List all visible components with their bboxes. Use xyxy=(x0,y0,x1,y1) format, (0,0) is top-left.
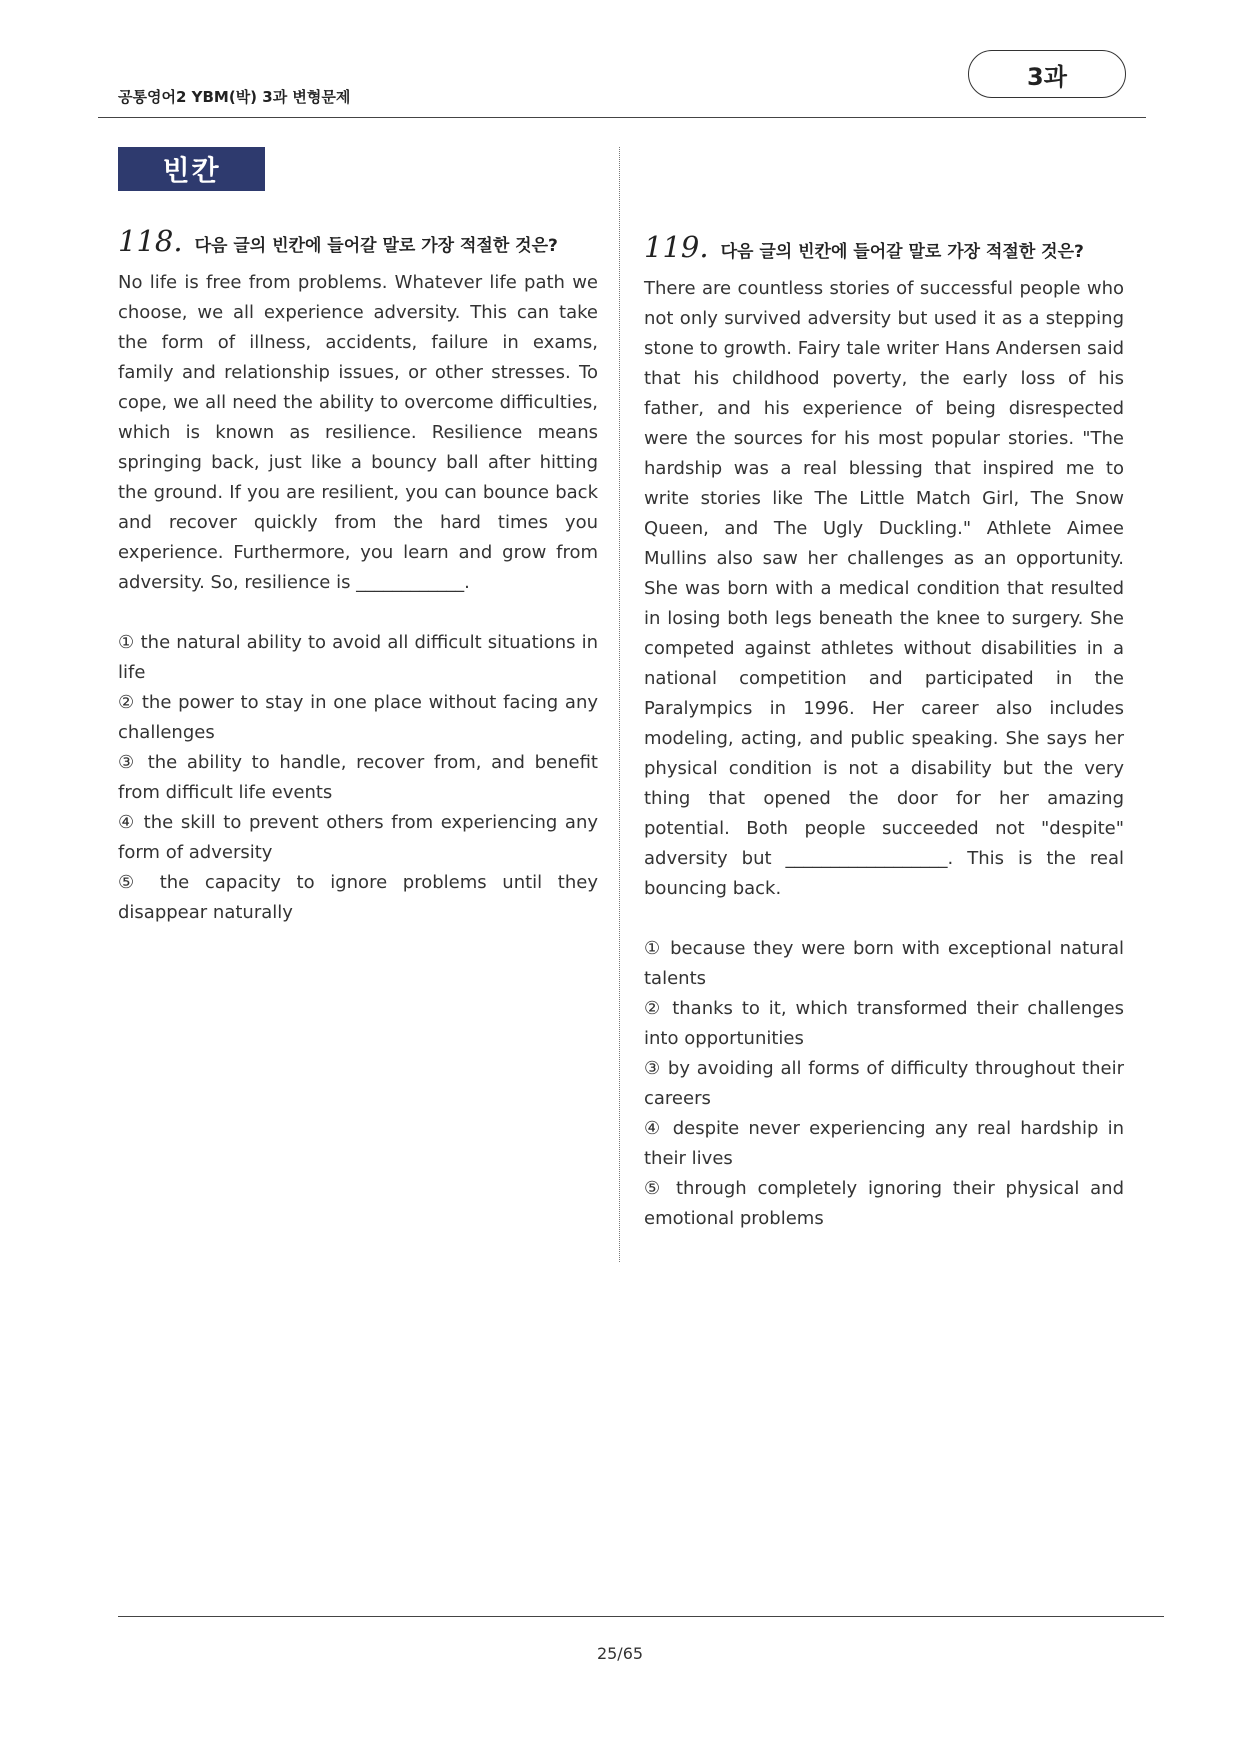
answer-options xyxy=(644,934,1124,1234)
answer-option-3[interactable]: ③ the ability to handle, recover from, and benefit from difficult life events xyxy=(118,752,598,803)
question-header xyxy=(118,224,598,258)
column-divider xyxy=(619,147,620,1262)
question-118 xyxy=(118,224,598,928)
page-number: 25/65 xyxy=(596,1644,644,1663)
question-prompt: 다음 글의 빈칸에 들어갈 말로 가장 적절한 것은? xyxy=(194,236,558,256)
header-divider xyxy=(98,117,1146,118)
passage-text-end: . This is the real bouncing back. xyxy=(644,848,1124,899)
passage-text-end: . xyxy=(464,572,470,593)
answer-blank: __________________ xyxy=(785,848,948,869)
answer-option-4[interactable]: ④ the skill to prevent others from experiencing any form of adversity xyxy=(118,812,598,863)
passage-text: No life is free from problems. Whatever life path we choose, we all experience adversity. This can take the form of illness, accidents, failure in exams, family and relationship issues, or other stresses. To cope, we all need the ability to overcome difficulties, which is known as resilience. Resilience means springing back, just like a bouncy ball after hitting the ground. If you are resilient, you can bounce back and recover quickly from the hard times you experience. Furthermore, you learn and grow from adversity. So, resilience is xyxy=(118,272,598,593)
header-title: 공통영어2 YBM(박) 3과 변형문제 xyxy=(118,88,351,106)
answer-option-1[interactable]: ① because they were born with exceptional natural talents xyxy=(644,938,1124,989)
question-number: 118. xyxy=(118,224,183,258)
answer-option-5[interactable]: ⑤ through completely ignoring their physical and emotional problems xyxy=(644,1178,1124,1229)
answer-option-2[interactable]: ② the power to stay in one place without facing any challenges xyxy=(118,692,598,743)
question-number: 119. xyxy=(644,230,709,264)
passage xyxy=(644,274,1124,904)
question-119 xyxy=(644,230,1124,1234)
question-prompt: 다음 글의 빈칸에 들어갈 말로 가장 적절한 것은? xyxy=(720,242,1084,262)
answer-option-5[interactable]: ⑤ the capacity to ignore problems until they disappear naturally xyxy=(118,872,598,923)
passage xyxy=(118,268,598,598)
question-header xyxy=(644,230,1124,264)
answer-option-3[interactable]: ③ by avoiding all forms of difficulty throughout their careers xyxy=(644,1058,1124,1109)
chapter-badge: 3과 xyxy=(968,50,1126,98)
passage-text: There are countless stories of successful people who not only survived adversity but used it as a stepping stone to growth. Fairy tale writer Hans Andersen said that his childhood poverty, the early loss of his father, and his experience of being disrespected were the sources for his most popular stories. "The hardship was a real blessing that inspired me to write stories like The Little Match Girl, The Snow Queen, and The Ugly Duckling." Athlete Aimee Mullins also saw her challenges as an opportunity. She was born with a medical condition that resulted in losing both legs beneath the knee to surgery. She competed against athletes without disabilities in a national competition and participated in the Paralympics in 1996. Her career also includes modeling, acting, and public speaking. She says her physical condition is not a disability but the very thing that opened the door for her amazing potential. Both people succeeded not "despite" adversity but xyxy=(644,278,1124,869)
answer-option-4[interactable]: ④ despite never experiencing any real hardship in their lives xyxy=(644,1118,1124,1169)
answer-blank: ____________ xyxy=(356,572,465,593)
answer-options xyxy=(118,628,598,928)
answer-option-1[interactable]: ① the natural ability to avoid all difficult situations in life xyxy=(118,632,598,683)
section-tag: 빈칸 xyxy=(118,147,265,191)
answer-option-2[interactable]: ② thanks to it, which transformed their challenges into opportunities xyxy=(644,998,1124,1049)
footer-divider xyxy=(118,1616,1164,1617)
